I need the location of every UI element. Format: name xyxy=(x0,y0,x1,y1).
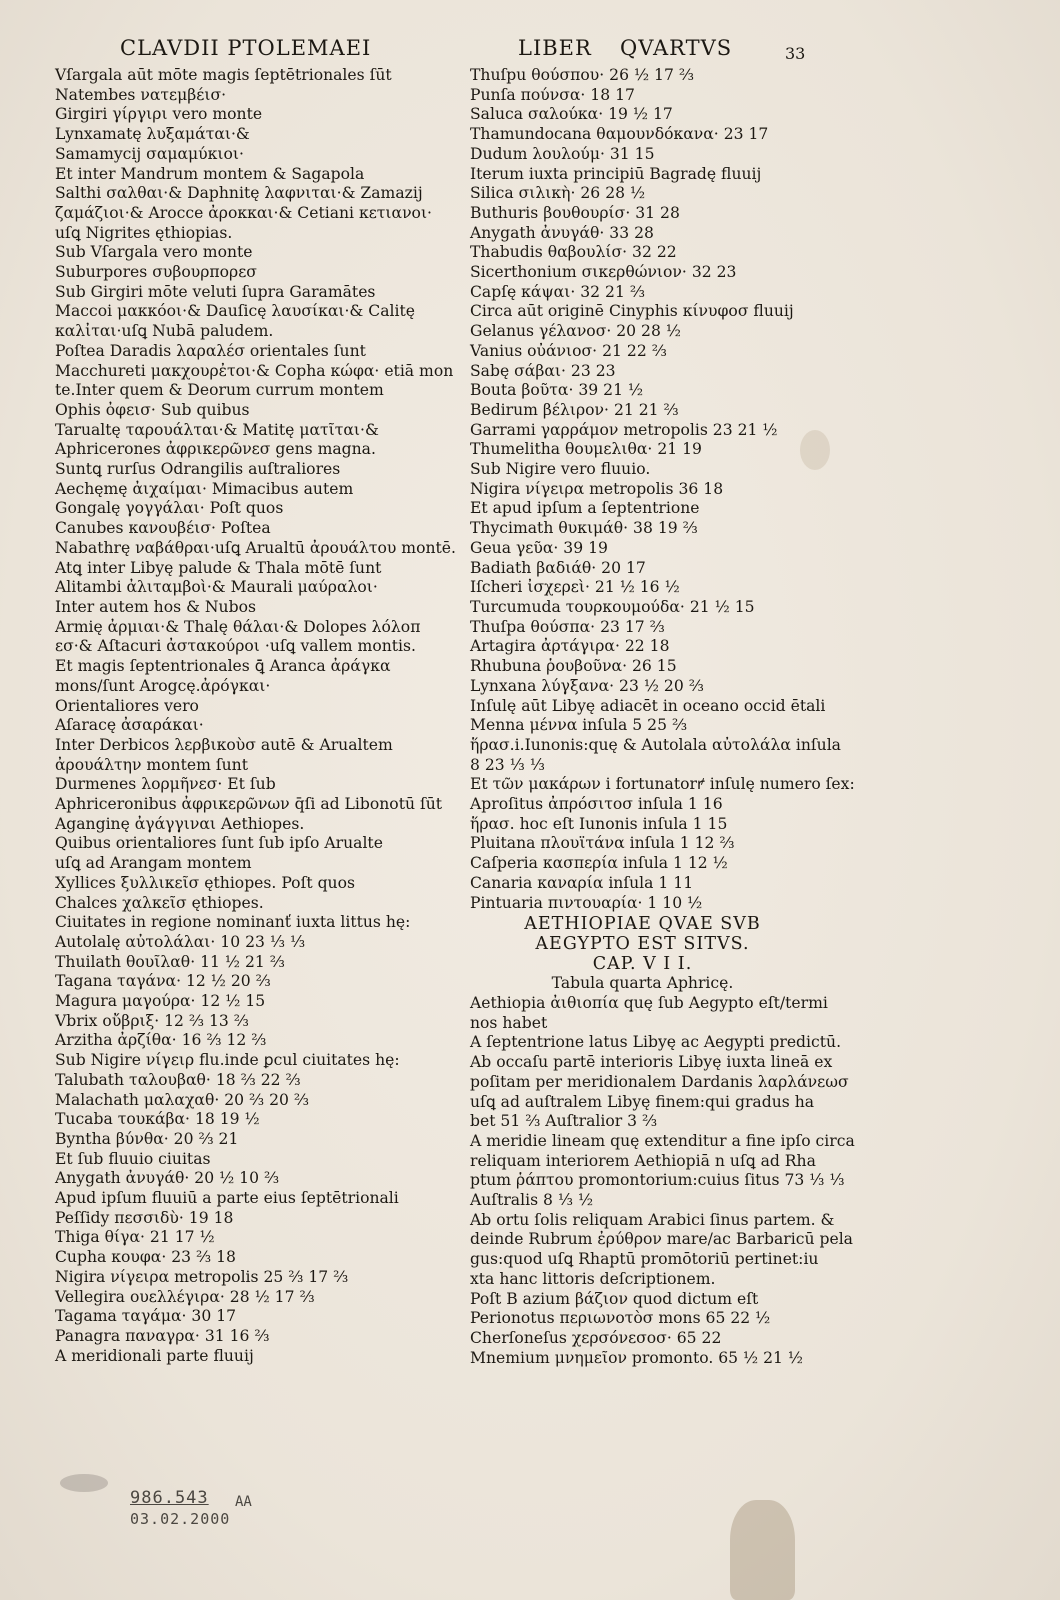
page-number: 33 xyxy=(785,44,806,63)
ink-smudge xyxy=(60,1474,108,1492)
text-line: Aechęmę ἀιχαίμαι· Mimacibus autem xyxy=(55,479,354,498)
chapter-heading xyxy=(470,915,815,994)
text-line: Geua γεῦα· 39 19 xyxy=(470,538,608,557)
stamp-shelfmark: 986.543 xyxy=(130,1488,209,1508)
text-line: Caſperia κασπερία inſula 1 12 ½ xyxy=(470,854,728,873)
text-line: Bedirum βέλιρον· 21 21 ⅔ xyxy=(470,400,679,419)
chapter-subtitle: Tabula quarta Aphricę. xyxy=(551,974,734,993)
text-line: Girgiri γίργιρι vero monte xyxy=(55,105,263,124)
text-line: Menna μέννα inſula 5 25 ⅔ xyxy=(470,716,688,735)
text-line: Inter autem hos & Nubos xyxy=(55,597,256,616)
text-line: bet 51 ⅔ Auſtralior 3 ⅔ xyxy=(470,1112,658,1131)
paper-stain xyxy=(730,1500,795,1600)
text-line: Poſt B azium βάζιον quod dictum eſt xyxy=(470,1289,759,1308)
right-text-column xyxy=(470,66,855,1368)
text-line: Byntha βύνθα· 20 ⅔ 21 xyxy=(55,1129,239,1148)
text-line: gus:quod uſꝗ Rhaptū promōtoriū pertinet:iu xyxy=(470,1250,819,1269)
running-head-book: QVARTVS xyxy=(620,36,733,60)
text-line: Alitambi ἀλιταμβοὶ·& Maurali μαύραλοι· xyxy=(55,578,378,597)
text-line: Atꝗ inter Libyę palude & Thala mōtē ſunt xyxy=(55,558,382,577)
text-line: καλἰται·uſꝗ Nubā paludem. xyxy=(55,322,274,341)
text-line: Poſtea Daradis λαραλέσ orientales ſunt xyxy=(55,341,366,360)
text-line: Suntꝗ rurſus Odrangilis auſtraliores xyxy=(55,460,341,479)
paper-spot xyxy=(800,430,830,470)
text-line: Durmenes λορμῆνεσ· Et ſub xyxy=(55,775,276,794)
text-line: Thabudis θαβουλίσ· 32 22 xyxy=(470,243,677,262)
text-line: Nigira νίγειρα metropolis 25 ⅔ 17 ⅔ xyxy=(55,1267,349,1286)
text-line: Sicerthonium σικερθώνιον· 32 23 xyxy=(470,263,737,282)
text-line: Circa aūt originē Cinyphis κίνυφοσ fluuij xyxy=(470,302,794,321)
text-line: Vellegira ουελλέγιρα· 28 ½ 17 ⅔ xyxy=(55,1287,315,1306)
text-line: Capſę κάψαι· 32 21 ⅔ xyxy=(470,282,645,301)
text-line: Thumelitha θουμελιθα· 21 19 xyxy=(470,440,702,459)
chapter-title-line-2: AEGYPTO EST SITVS. xyxy=(535,933,750,954)
text-line: Salthi σαλθαι·& Daphnitę λαφνιται·& Zamazij xyxy=(55,184,423,203)
text-line: Nigira νίγειρα metropolis 36 18 xyxy=(470,479,724,498)
text-line: Garrami γαρράμον metropolis 23 21 ½ xyxy=(470,420,778,439)
text-line: Ciuitates in regione nominanť iuxta littus hę: xyxy=(55,913,411,932)
running-head-liber: LIBER xyxy=(518,36,592,60)
text-line: Panagra παναγρα· 31 16 ⅔ xyxy=(55,1327,270,1345)
text-line: Canaria καναρία inſula 1 11 xyxy=(470,873,694,892)
stamp-suffix: AA xyxy=(235,1494,252,1510)
text-line: Cupha κουφα· 23 ⅔ 18 xyxy=(55,1248,236,1267)
text-line: Iterum iuxta principiū Bagradę fluuij xyxy=(470,164,762,183)
text-line: Inſulę aūt Libyę adiacēt in oceano occid ētali xyxy=(470,696,826,715)
text-line: Thiga θίγα· 21 17 ½ xyxy=(55,1228,215,1247)
text-line: Sabę σάβαι· 23 23 xyxy=(470,361,616,380)
text-line: Thamundocana θαμουνδόκανα· 23 17 xyxy=(470,125,769,144)
text-line: Sub Nigire νίγειρ flu.inde ꝑcul ciuitates hę: xyxy=(55,1051,400,1070)
text-line: A ſeptentrione latus Libyę ac Aegypti predictū. xyxy=(470,1033,842,1052)
chapter-title-line-1: AETHIOPIAE QVAE SVB xyxy=(524,914,761,935)
text-line: Thycimath θυκιμάθ· 38 19 ⅔ xyxy=(470,519,698,538)
text-line: Ophis ὀφεισ· Sub quibus xyxy=(55,400,250,419)
text-line: uſꝗ Nigrites ęthiopias. xyxy=(55,223,233,242)
text-line: Peſſidy πεσσιδὺ· 19 18 xyxy=(55,1208,234,1227)
running-head-author: CLAVDII PTOLEMAEI xyxy=(120,36,372,60)
text-line: Lynxamatę λυξαμάται·& xyxy=(55,125,250,144)
text-line: Aphricerones ἀφρικερῶνεσ gens magna. xyxy=(55,440,376,459)
text-line: Aſaracę ἀσαράκαι· xyxy=(55,716,204,735)
text-line: xta hanc littoris deſcriptionem. xyxy=(470,1269,716,1288)
text-line: Iſcheri ἰσχερεὶ· 21 ½ 16 ½ xyxy=(470,578,680,597)
text-line: Et apud ipſum a ſeptentrione xyxy=(470,499,700,518)
text-line: Ab ortu ſolis reliquam Arabici ſinus partem. & xyxy=(470,1210,835,1229)
text-line: ἥρασ.i.Iunonis:quę & Autolala αὐτολάλα inſula xyxy=(470,735,841,754)
text-line: Turcumuda τουρκουμούδα· 21 ½ 15 xyxy=(470,597,755,616)
text-line: Aganginę ἀγάγγιναι Aethiopes. xyxy=(55,814,305,833)
text-line: Orientaliores vero xyxy=(55,696,199,715)
text-line: Lynxana λύγξανα· 23 ½ 20 ⅔ xyxy=(470,676,704,695)
text-line: Et inter Mandrum montem & Sagapola xyxy=(55,164,365,183)
chapter-number: CAP. V I I. xyxy=(592,953,693,974)
text-line: Tagama ταγάμα· 30 17 xyxy=(55,1307,237,1326)
text-line: Armię ἀρμιαι·& Thalę θάλαι·& Dolopes λόλοπ xyxy=(55,617,421,636)
text-line: Vſargala aūt mōte magis ſeptētrionales ſūt xyxy=(55,66,392,84)
text-line: εσ·& Aſtacuri ἀστακούροι ·uſꝗ vallem montis. xyxy=(55,637,416,656)
text-line: Anygath ἀνυγάθ· 20 ½ 10 ⅔ xyxy=(55,1169,280,1188)
text-line: Artagira ἀρτάγιρα· 22 18 xyxy=(470,637,670,656)
text-line: Sub Vſargala vero monte xyxy=(55,243,253,262)
text-line: Malachath μαλαχαθ· 20 ⅔ 20 ⅔ xyxy=(55,1090,310,1109)
text-line: Bouta βοῦτα· 39 21 ½ xyxy=(470,381,644,400)
text-line: Sub Nigire vero fluuio. xyxy=(470,460,651,479)
text-line: Maccoi μακκόοι·& Dauſicę λαυσίκαι·& Calitę xyxy=(55,302,415,321)
text-line: Arzitha ἀρζίθα· 16 ⅔ 12 ⅔ xyxy=(55,1031,267,1050)
text-line: Aphriceronibus ἀφρικερῶνων q̄ſi ad Libonotū ſūt xyxy=(55,795,443,814)
text-line: Pluitana πλουϊτάνα inſula 1 12 ⅔ xyxy=(470,834,735,853)
text-line: Et magis ſeptentrionales ꝗ̄ Aranca ἀράγκα xyxy=(55,657,391,676)
text-line: Natembes νατεμβέισ· xyxy=(55,85,227,104)
text-line: 8 23 ⅓ ⅓ xyxy=(470,755,545,774)
text-line: ptum ῥάπτου promontorium:cuius ſitus 73 ⅓ ⅓ xyxy=(470,1171,845,1190)
text-line: Aethiopia ἀιθιοπία quę ſub Aegypto eſt/termi xyxy=(470,994,828,1013)
text-line: Buthuris βουθουρίσ· 31 28 xyxy=(470,203,680,222)
text-line: Thuſpa θούσπα· 23 17 ⅔ xyxy=(470,617,665,636)
text-line: poſitam per meridionalem Dardanis λαρλάνεωσ xyxy=(470,1072,849,1091)
stamp-date: 03.02.2000 xyxy=(130,1510,231,1528)
text-line: mons/ſunt Arogcę.ἀρόγκαι· xyxy=(55,676,271,695)
text-line: Et ſub fluuio ciuitas xyxy=(55,1149,211,1168)
text-line: Tucaba τουκάβα· 18 19 ½ xyxy=(55,1110,260,1129)
text-line: Autolalę αὐτολάλαι· 10 23 ⅓ ⅓ xyxy=(55,932,306,951)
right-column-chapter-text xyxy=(470,994,855,1368)
text-line: Chalces χαλκεῖσ ęthiopes. xyxy=(55,893,264,912)
text-line: deinde Rubrum ἐρύθρον mare/ac Barbaricū pela xyxy=(470,1230,853,1249)
text-line: Nabathrę ναβάθραι·uſꝗ Arualtū ἀρουάλτου montē. xyxy=(55,538,456,557)
text-line: Anygath ἀνυγάθ· 33 28 xyxy=(470,223,654,242)
text-line: Vbrix οὔβριξ· 12 ⅔ 13 ⅔ xyxy=(55,1011,249,1030)
text-line: Silica σιλικὴ· 26 28 ½ xyxy=(470,184,646,203)
text-line: nos habet xyxy=(470,1013,548,1032)
text-line: ἀρουάλτην montem ſunt xyxy=(55,755,248,774)
text-line: Rhubuna ῥουβοῦνα· 26 15 xyxy=(470,657,677,676)
text-line: Mnemium μνημεῖον promonto. 65 ½ 21 ½ xyxy=(470,1348,804,1367)
text-line: Tagana ταγάνα· 12 ½ 20 ⅔ xyxy=(55,972,271,991)
text-line: Samamycij σαμαμύκιοι· xyxy=(55,144,244,163)
text-line: Gongalę γογγάλαι· Poſt quos xyxy=(55,499,284,518)
text-line: reliquam interiorem Aethiopiā n uſꝗ ad Rha xyxy=(470,1151,816,1170)
text-line: Inter Derbicos λερβικοὺσ autē & Arualtem xyxy=(55,735,393,754)
library-stamp xyxy=(130,1488,252,1528)
text-line: Punſa πούνσα· 18 17 xyxy=(470,85,635,104)
text-line: Talubath ταλουβαθ· 18 ⅔ 22 ⅔ xyxy=(55,1070,301,1089)
right-column-entries xyxy=(470,66,855,913)
text-line: Cherſoneſus χερσόνεσοσ· 65 22 xyxy=(470,1329,722,1347)
text-line: Apud ipſum fluuiū a parte eius ſeptētrionali xyxy=(55,1189,399,1208)
text-line: uſꝗ ad auſtralem Libyę finem:qui gradus ha xyxy=(470,1092,815,1111)
text-line: Quibus orientaliores ſunt ſub ipſo Arualte xyxy=(55,834,383,853)
text-line: Ab occaſu partē interioris Libyę iuxta lineā ex xyxy=(470,1053,833,1072)
text-line: Pintuaria πιντουαρία· 1 10 ½ xyxy=(470,893,703,912)
text-line: Thuſpu θούσπου· 26 ½ 17 ⅔ xyxy=(470,66,694,84)
text-line: Tarualtę ταρουάλται·& Matitę ματῖται·& xyxy=(55,420,379,439)
text-line: A meridionali parte fluuij xyxy=(55,1346,254,1365)
text-line: A meridie lineam quę extenditur a fine ipſo circa xyxy=(470,1131,855,1150)
text-line: Dudum λουλούμ· 31 15 xyxy=(470,144,655,163)
text-line: Xyllices ξυλλικεῖσ ęthiopes. Poſt quos xyxy=(55,873,355,892)
text-line: Aproſitus ἀπρόσιτοσ inſula 1 16 xyxy=(470,795,723,814)
text-line: ἥρασ. hoc eſt Iunonis inſula 1 15 xyxy=(470,814,728,833)
text-line: Auſtralis 8 ⅓ ½ xyxy=(470,1191,594,1210)
text-line: ζαμάζιοι·& Arocce ἀροκκαι·& Cetiani κετιανοι· xyxy=(55,203,433,222)
text-line: Sub Girgiri mōte veluti ſupra Garamātes xyxy=(55,282,376,301)
text-line: Canubes κανουβέισ· Poſtea xyxy=(55,519,271,538)
text-line: Saluca σαλούκα· 19 ½ 17 xyxy=(470,105,673,124)
text-line: Gelanus γέλανοσ· 20 28 ½ xyxy=(470,322,681,341)
text-line: Vanius οὐάνιοσ· 21 22 ⅔ xyxy=(470,341,667,360)
text-line: Magura μαγούρα· 12 ½ 15 xyxy=(55,992,266,1011)
text-line: Et τῶν μακάρων i fortunatorꝵ inſulę numero ſex: xyxy=(470,775,855,794)
left-text-column xyxy=(55,66,456,1366)
text-line: uſꝗ ad Arangam montem xyxy=(55,854,252,873)
text-line: Perionotus περιωνοτὸσ mons 65 22 ½ xyxy=(470,1309,771,1328)
text-line: Suburpores συβουρπορεσ xyxy=(55,263,257,282)
text-line: Macchureti μακχουρἐτοι·& Copha κώφα· etiā mon xyxy=(55,361,454,380)
text-line: Thuilath θουῖλαθ· 11 ½ 21 ⅔ xyxy=(55,952,285,971)
text-line: te.Inter quem & Deorum currum montem xyxy=(55,381,384,400)
text-line: Badiath βαδιάθ· 20 17 xyxy=(470,558,646,577)
